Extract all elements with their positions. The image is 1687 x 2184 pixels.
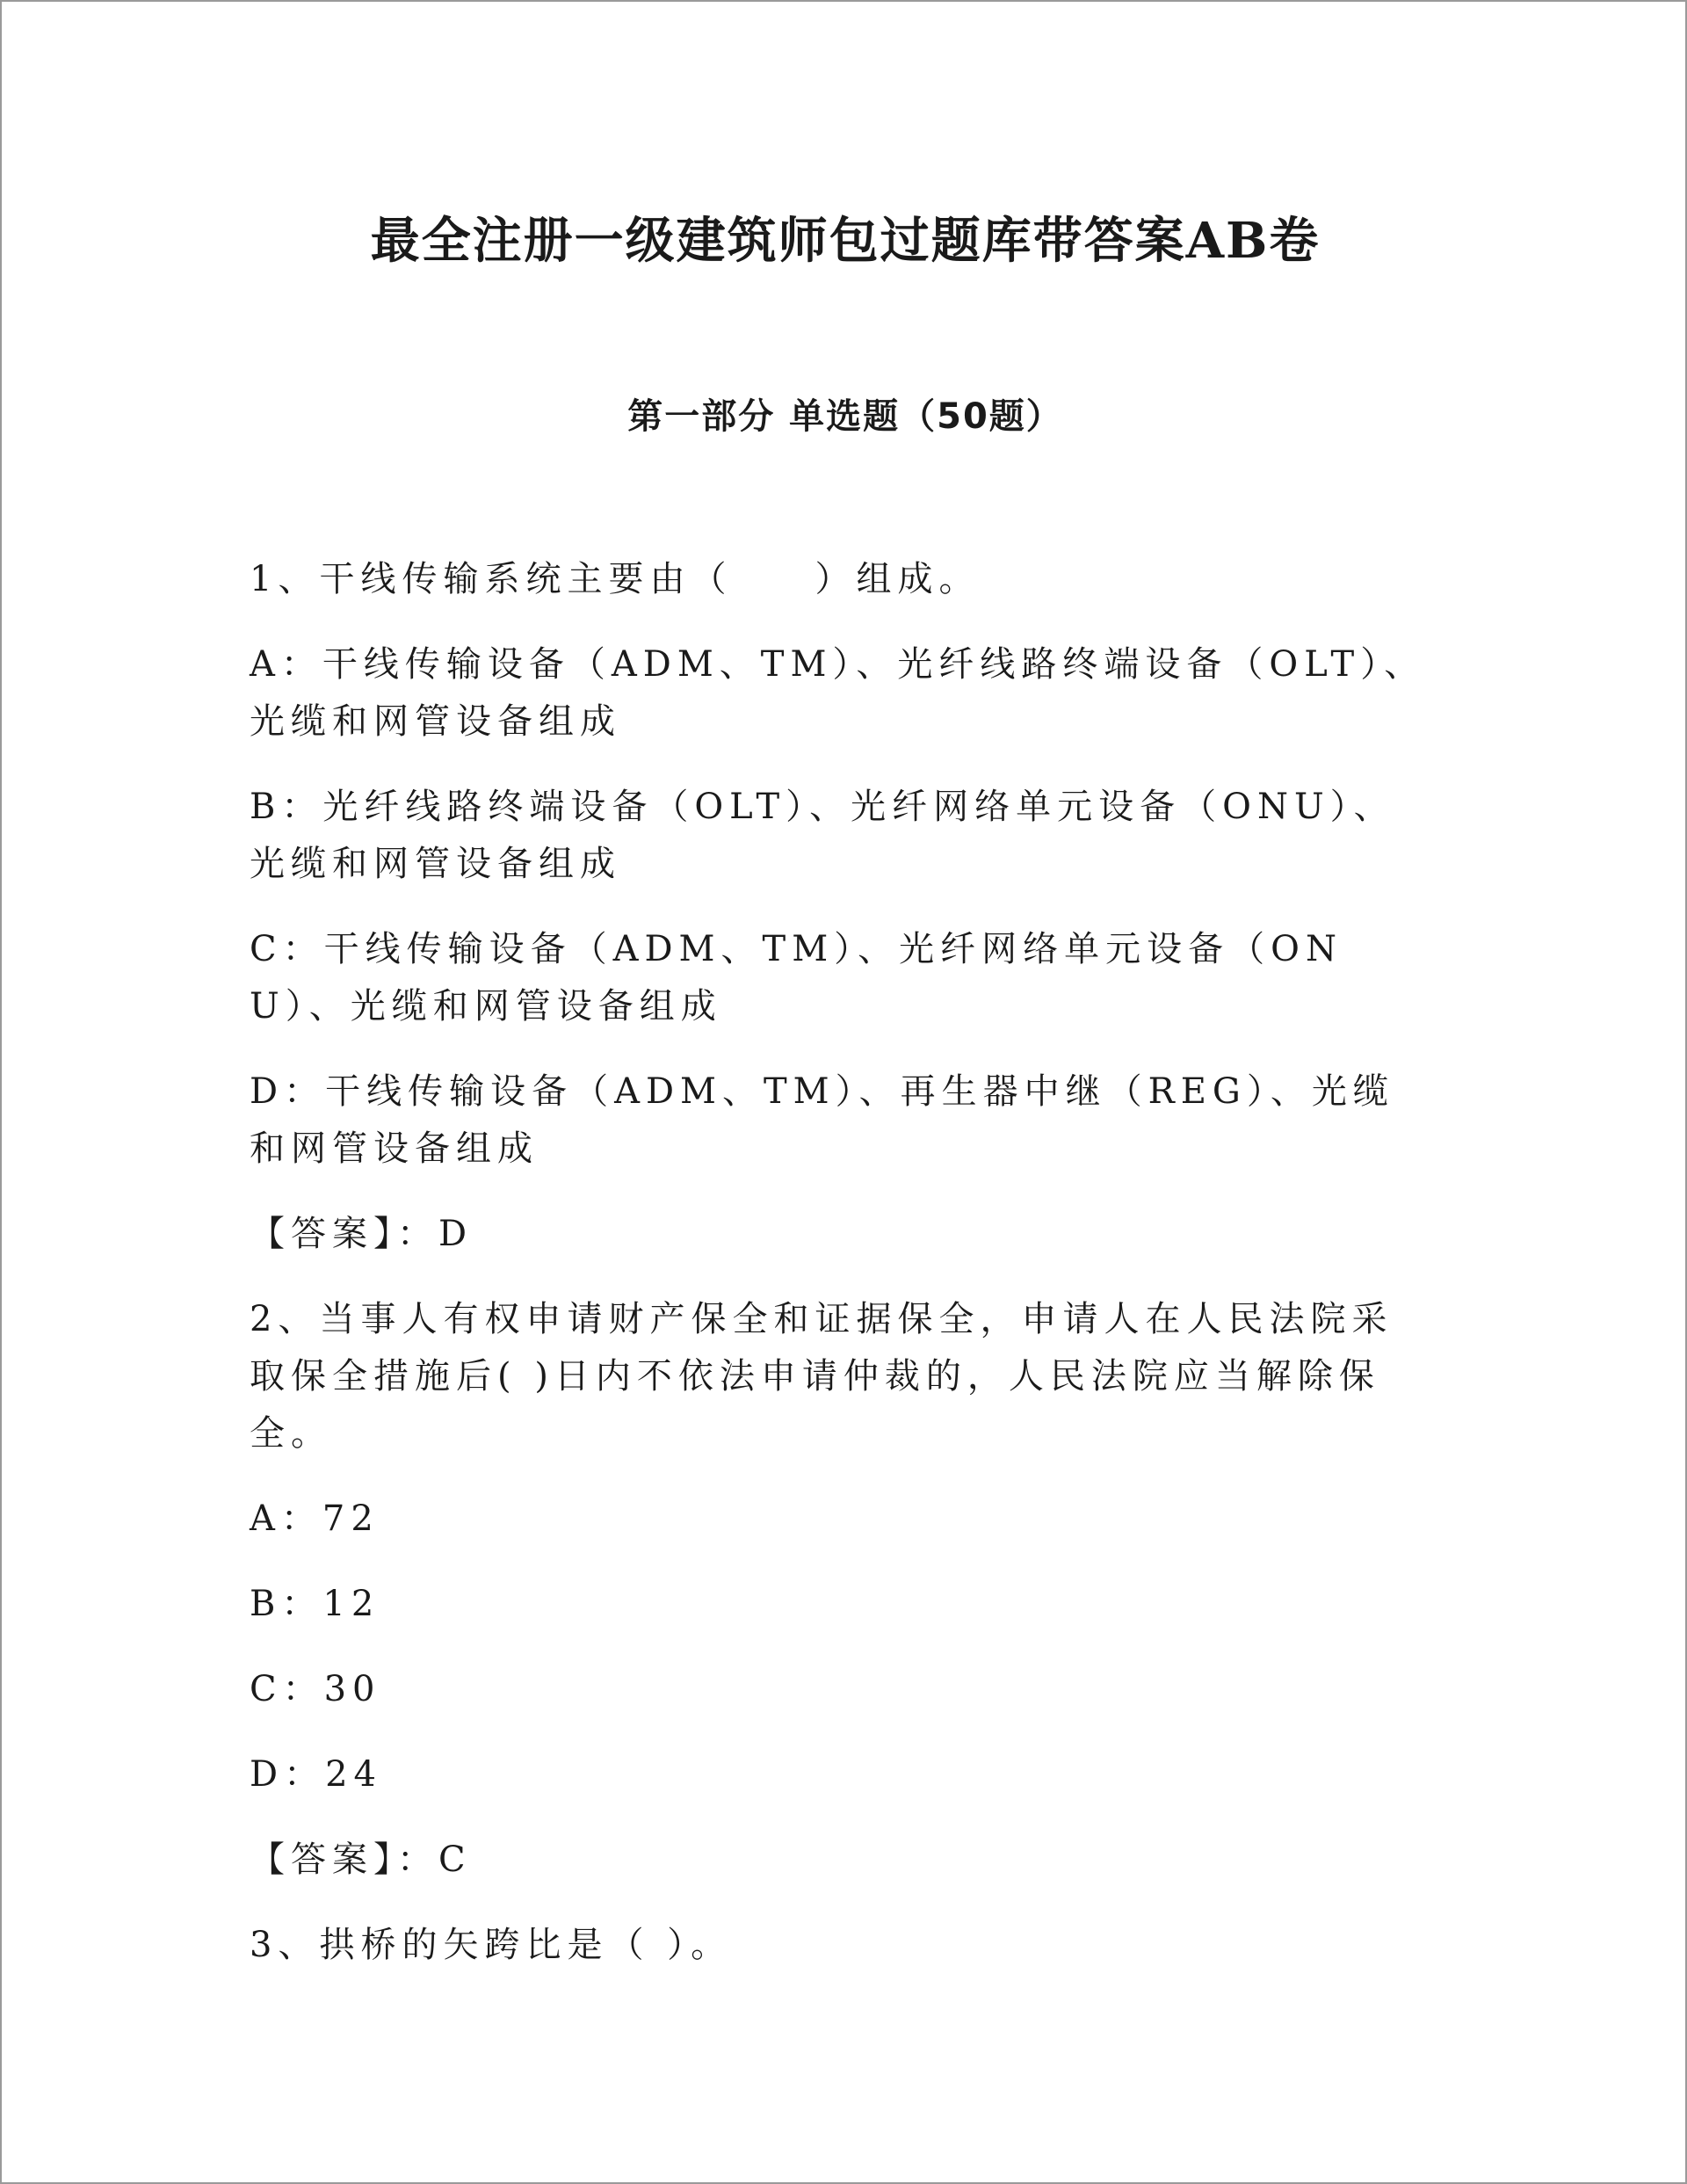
option-2-a: A：72 [250,1498,380,1539]
option-2-b: B：12 [250,1584,380,1624]
option-2-c: C：30 [250,1669,381,1709]
option-2-d: D：24 [250,1754,382,1795]
question-list [250,551,1427,2002]
option-1-d: D：干线传输设备（ADM、TM）、再生器中继（REG）、光缆和网管设备组成 [250,1071,1394,1169]
option-1-b: B：光纤线路终端设备（OLT）、光纤网络单元设备（ONU）、光缆和网管设备组成 [250,787,1395,884]
question-stem-2: 2、当事人有权申请财产保全和证据保全，申请人在人民法院采取保全措施后( )日内不依法申请仲裁的，人民法院应当解除保全。 [250,1299,1394,1454]
option-1-c: C：干线传输设备（ADM、TM）、光纤网络单元设备（ONU）、光缆和网管设备组成 [250,929,1343,1027]
question-stem-1: 1、干线传输系统主要由（ ）组成。 [250,559,981,599]
answer-1: 【答案】：D [250,1214,474,1254]
document-title: 最全注册一级建筑师包过题库带答案AB卷 [370,212,1321,270]
answer-2: 【答案】：C [250,1839,472,1880]
option-1-a: A：干线传输设备（ADM、TM）、光纤线路终端设备（OLT）、光缆和网管设备组成 [250,644,1426,742]
question-stem-3: 3、拱桥的矢跨比是（ ）。 [250,1925,733,1965]
section-title: 第一部分 单选题（50题） [627,396,1063,437]
